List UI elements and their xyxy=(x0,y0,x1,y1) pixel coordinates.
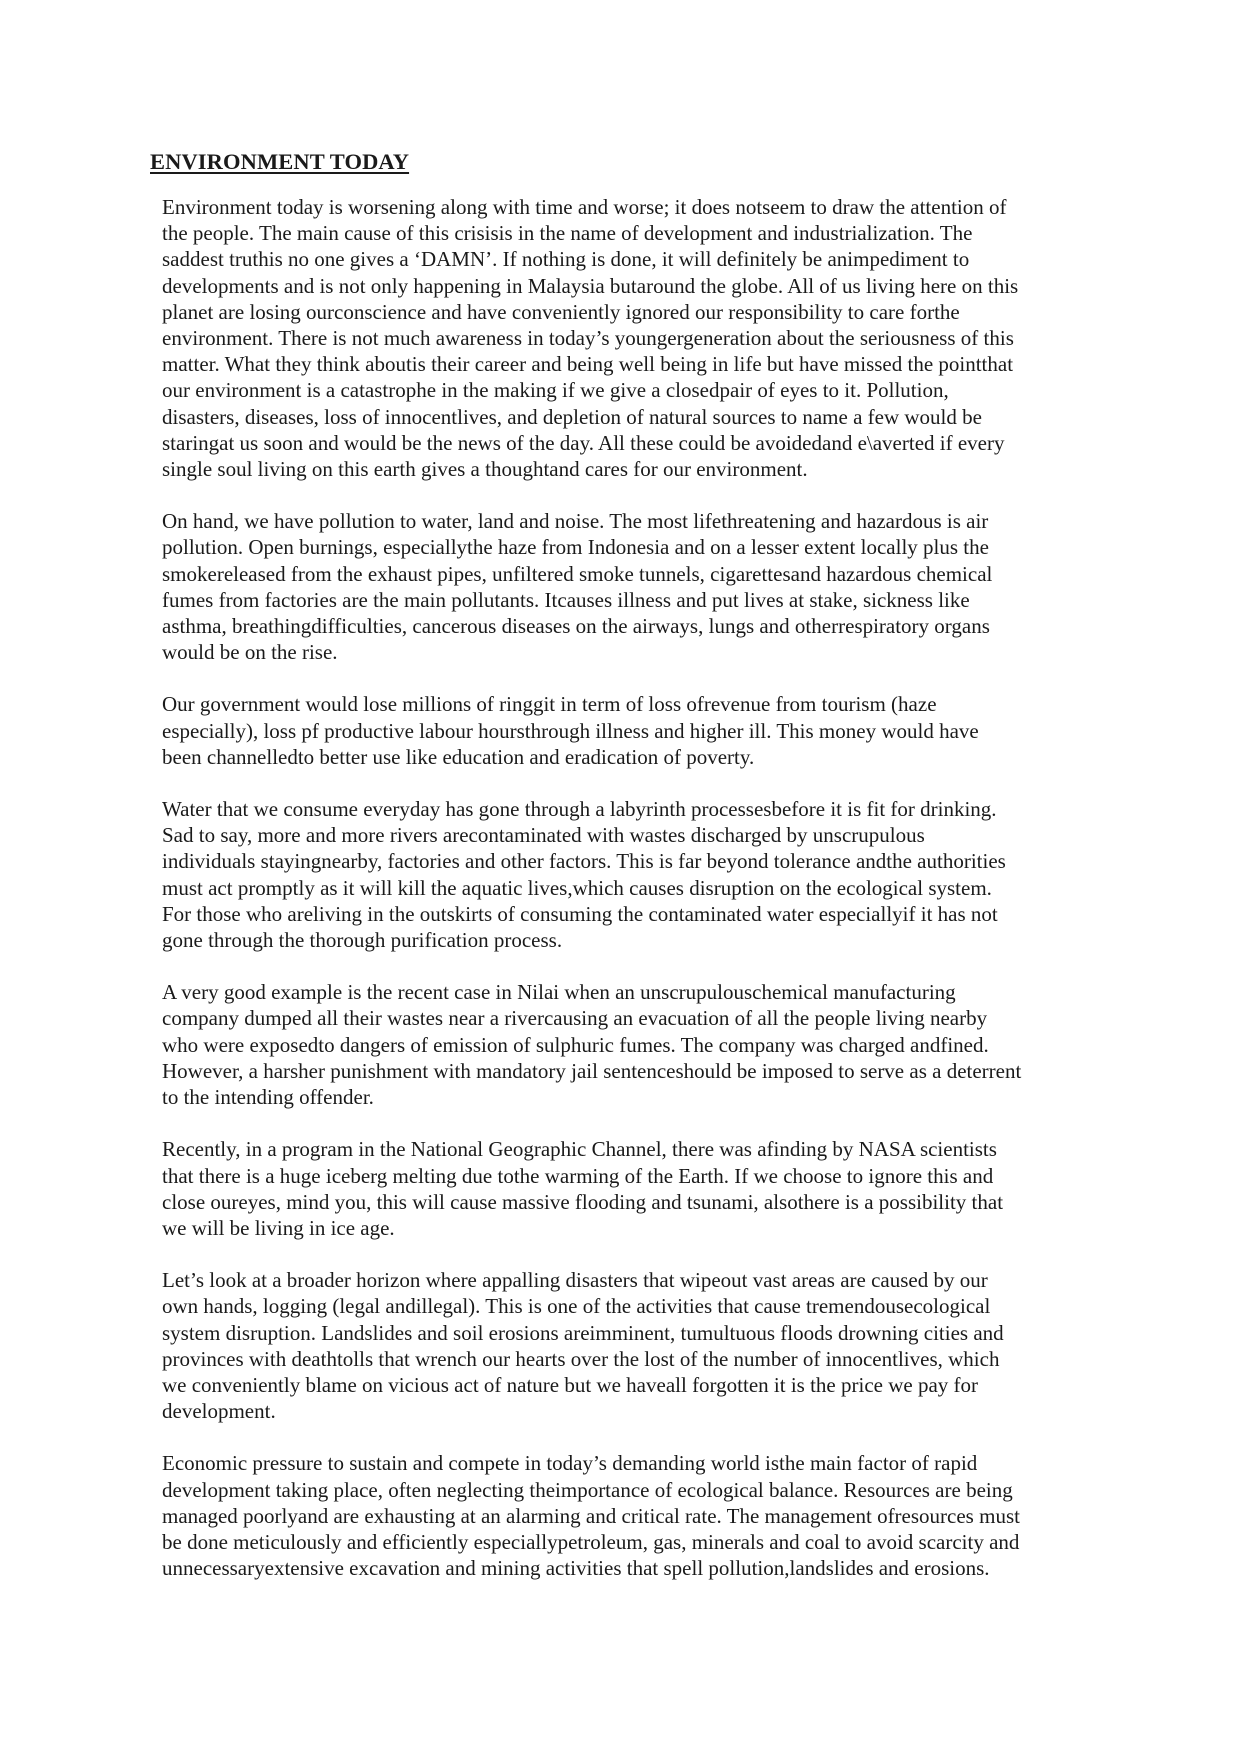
paragraph xyxy=(150,796,1095,953)
paragraph-line: the people. The main cause of this crisisis in the name of development and industrialization. The xyxy=(162,221,973,246)
paragraph-line: disasters, diseases, loss of innocentlives, and depletion of natural sources to name a few would be xyxy=(162,404,982,429)
paragraph-line: A very good example is the recent case in Nilai when an unscrupulouschemical manufacturing xyxy=(162,980,956,1005)
paragraph xyxy=(150,194,1095,482)
paragraph-line: who were exposedto dangers of emission of sulphuric fumes. The company was charged andfined. xyxy=(162,1032,989,1057)
paragraph-line: However, a harsher punishment with mandatory jail sentenceshould be imposed to serve as a deterrent xyxy=(162,1058,1022,1083)
paragraph-line: planet are losing ourconscience and have conveniently ignored our responsibility to care forthe xyxy=(162,299,960,324)
paragraph-line: Water that we consume everyday has gone through a labyrinth processesbefore it is fit for drinking. xyxy=(162,797,997,822)
paragraph xyxy=(150,979,1095,1110)
paragraph-line: saddest truthis no one gives a ‘DAMN’. If nothing is done, it will definitely be animpediment to xyxy=(162,247,970,272)
paragraph-line: managed poorlyand are exhausting at an alarming and critical rate. The management ofresources must xyxy=(162,1503,1020,1528)
paragraph-line: Let’s look at a broader horizon where appalling disasters that wipeout vast areas are caused by our xyxy=(162,1268,988,1293)
paragraph-line: we conveniently blame on vicious act of nature but we haveall forgotten it is the price we pay for xyxy=(162,1372,979,1397)
paragraph xyxy=(150,1267,1095,1424)
paragraph-line: unnecessaryextensive excavation and mining activities that spell pollution,landslides and erosions. xyxy=(162,1556,990,1581)
paragraph-line: asthma, breathingdifficulties, cancerous diseases on the airways, lungs and otherrespiratory organs xyxy=(162,614,990,639)
paragraph-line: be done meticulously and efficiently especiallypetroleum, gas, minerals and coal to avoid scarcity and xyxy=(162,1529,1020,1554)
paragraph xyxy=(150,691,1095,770)
paragraph-line: development. xyxy=(162,1399,276,1424)
paragraph-line: staringat us soon and would be the news of the day. All these could be avoidedand e\averted if every xyxy=(162,430,1005,455)
paragraph-line: fumes from factories are the main pollutants. Itcauses illness and put lives at stake, sickness like xyxy=(162,587,970,612)
paragraph-line: matter. What they think aboutis their career and being well being in life but have missed the pointthat xyxy=(162,352,1014,377)
paragraph-line: own hands, logging (legal andillegal). This is one of the activities that cause tremendousecological xyxy=(162,1294,991,1319)
paragraph-line: environment. There is not much awareness in today’s youngergeneration about the seriousness of this xyxy=(162,326,1014,351)
paragraph-line: For those who areliving in the outskirts of consuming the contaminated water especiallyif it has not xyxy=(162,901,998,926)
paragraph-line: gone through the thorough purification process. xyxy=(162,928,563,953)
paragraph-line: close oureyes, mind you, this will cause massive flooding and tsunami, alsothere is a possibility that xyxy=(162,1189,1004,1214)
paragraph-line: to the intending offender. xyxy=(162,1085,374,1110)
document-title: ENVIRONMENT TODAY xyxy=(150,149,410,174)
paragraph-line: been channelledto better use like education and eradication of poverty. xyxy=(162,744,755,769)
document-page xyxy=(150,148,1095,1607)
paragraph-line: Recently, in a program in the National Geographic Channel, there was afinding by NASA scientists xyxy=(162,1137,997,1162)
paragraph-line: development taking place, often neglecting theimportance of ecological balance. Resources are being xyxy=(162,1477,1013,1502)
paragraph-line: would be on the rise. xyxy=(162,640,338,665)
paragraph-line: company dumped all their wastes near a rivercausing an evacuation of all the people living nearby xyxy=(162,1006,988,1031)
paragraph-line: On hand, we have pollution to water, land and noise. The most lifethreatening and hazardous is air xyxy=(162,509,989,534)
paragraph xyxy=(150,1450,1095,1581)
paragraph-line: our environment is a catastrophe in the making if we give a closedpair of eyes to it. Pollution, xyxy=(162,378,949,403)
paragraph-line: smokereleased from the exhaust pipes, unfiltered smoke tunnels, cigarettesand hazardous chemical xyxy=(162,561,993,586)
paragraph xyxy=(150,1136,1095,1241)
paragraph-line: single soul living on this earth gives a thoughtand cares for our environment. xyxy=(162,457,808,482)
paragraph-line: system disruption. Landslides and soil erosions areimminent, tumultuous floods drowning cities and xyxy=(162,1320,1004,1345)
paragraph-line: pollution. Open burnings, especiallythe haze from Indonesia and on a lesser extent locally plus the xyxy=(162,535,989,560)
paragraph-line: must act promptly as it will kill the aquatic lives,which causes disruption on the ecological system. xyxy=(162,875,992,900)
paragraph-line: individuals stayingnearby, factories and other factors. This is far beyond tolerance andthe authorities xyxy=(162,849,1006,874)
paragraph-line: especially), loss pf productive labour hoursthrough illness and higher ill. This money would have xyxy=(162,718,979,743)
paragraph-line: developments and is not only happening in Malaysia butaround the globe. All of us living here on this xyxy=(162,273,1019,298)
paragraph-line: Environment today is worsening along with time and worse; it does notseem to draw the attention of xyxy=(162,195,1007,219)
paragraph-line: provinces with deathtolls that wrench our hearts over the lost of the number of innocentlives, which xyxy=(162,1346,1000,1371)
paragraph-line: Economic pressure to sustain and compete in today’s demanding world isthe main factor of rapid xyxy=(162,1451,978,1476)
paragraph xyxy=(150,508,1095,665)
document-body xyxy=(150,194,1095,1581)
paragraph-line: that there is a huge iceberg melting due tothe warming of the Earth. If we choose to ignore this and xyxy=(162,1163,994,1188)
paragraph-line: we will be living in ice age. xyxy=(162,1215,395,1240)
paragraph-line: Sad to say, more and more rivers arecontaminated with wastes discharged by unscrupulous xyxy=(162,823,925,848)
paragraph-line: Our government would lose millions of ringgit in term of loss ofrevenue from tourism (haze xyxy=(162,692,937,717)
